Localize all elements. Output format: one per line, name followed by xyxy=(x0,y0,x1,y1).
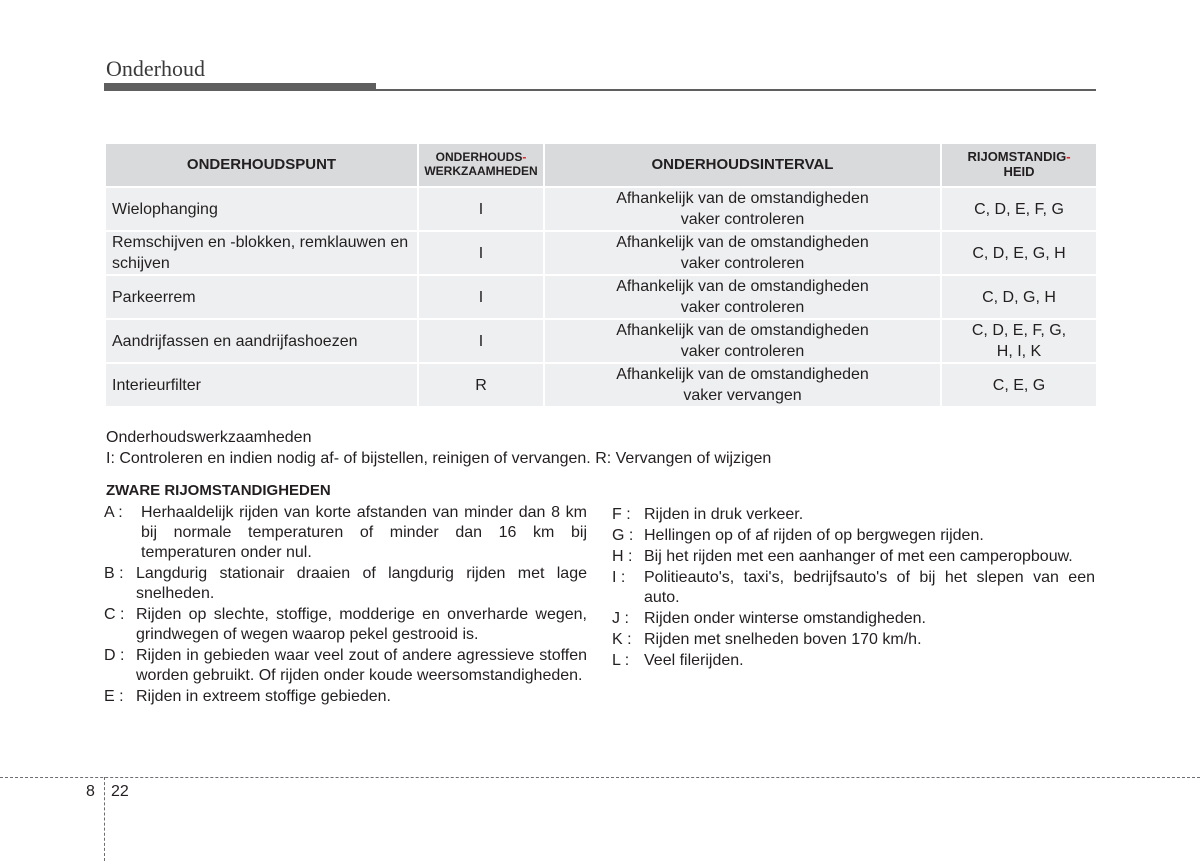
condition-letter: G : xyxy=(612,527,634,544)
header-conditions-line2: HEID xyxy=(1003,164,1035,179)
row-item: Wielophanging xyxy=(106,188,417,230)
row-interval-line1: Afhankelijk van de omstandigheden xyxy=(616,322,869,339)
header-item: ONDERHOUDSPUNT xyxy=(106,144,417,186)
header-work-line1: ONDERHOUDS xyxy=(435,150,523,165)
condition-letter: L : xyxy=(612,652,630,669)
header-work-line2: WERKZAAMHEDEN xyxy=(424,164,538,178)
condition-letter: F : xyxy=(612,506,631,523)
severe-conditions-left xyxy=(104,503,587,708)
row-interval-line2: vaker controleren xyxy=(680,255,805,272)
row-conditions: C, D, G, H xyxy=(942,276,1096,318)
row-item: Remschijven en -blokken, remklauwen en schijven xyxy=(106,232,417,274)
row-item: Interieurfilter xyxy=(106,364,417,406)
header-conditions xyxy=(942,144,1096,186)
row-interval-line1: Afhankelijk van de omstandigheden xyxy=(616,190,869,207)
row-interval-line2: vaker vervangen xyxy=(683,387,802,404)
condition-text: Herhaaldelijk rijden van korte afstanden van minder dan 8 km bij normale temperaturen of minder dan 16 km bij temperaturen onder nul. xyxy=(141,504,587,561)
condition-item xyxy=(104,503,587,563)
condition-item xyxy=(612,651,1095,671)
condition-item xyxy=(104,605,587,645)
condition-item xyxy=(612,505,1095,525)
condition-item xyxy=(612,568,1095,608)
row-interval xyxy=(545,276,940,318)
page-number: 22 xyxy=(111,783,129,800)
condition-text: Rijden op slechte, stoffige, modderige en onverharde wegen, grindwegen of wegen waarop pekel gestrooid is. xyxy=(136,606,587,643)
maintenance-legend xyxy=(106,427,771,469)
footer-divider xyxy=(0,777,1200,778)
header-interval: ONDERHOUDSINTERVAL xyxy=(545,144,940,186)
condition-text: Rijden in extreem stoffige gebieden. xyxy=(136,688,391,705)
header-work xyxy=(419,144,543,186)
table-header-row xyxy=(106,144,1096,186)
row-interval-line1: Afhankelijk van de omstandigheden xyxy=(616,278,869,295)
severe-conditions-right xyxy=(612,505,1095,672)
condition-letter: E : xyxy=(104,688,124,705)
condition-text: Veel filerijden. xyxy=(644,652,744,669)
condition-letter: H : xyxy=(612,548,633,565)
row-work: I xyxy=(419,232,543,274)
header-work-hyphen: - xyxy=(522,150,527,165)
condition-letter: B : xyxy=(104,565,124,582)
row-interval-line2: vaker controleren xyxy=(680,299,805,316)
row-interval-line1: Afhankelijk van de omstandigheden xyxy=(616,366,869,383)
row-interval xyxy=(545,364,940,406)
row-conditions: C, D, E, F, G xyxy=(942,188,1096,230)
row-work: R xyxy=(419,364,543,406)
table-row xyxy=(106,188,1096,230)
row-conditions: C, D, E, G, H xyxy=(942,232,1096,274)
legend-title: Onderhoudswerkzaamheden xyxy=(106,429,312,446)
row-interval xyxy=(545,232,940,274)
table-row xyxy=(106,320,1096,362)
condition-text: Rijden met snelheden boven 170 km/h. xyxy=(644,631,922,648)
condition-letter: D : xyxy=(104,647,125,664)
table-row xyxy=(106,364,1096,406)
chapter-number: 8 xyxy=(86,783,95,800)
header-rule-thin xyxy=(376,89,1096,91)
row-work: I xyxy=(419,320,543,362)
condition-text: Bij het rijden met een aanhanger of met een camperopbouw. xyxy=(644,548,1073,565)
row-work: I xyxy=(419,188,543,230)
condition-item xyxy=(612,526,1095,546)
condition-item xyxy=(612,547,1095,567)
row-conditions xyxy=(942,320,1096,362)
condition-text: Rijden in gebieden waar veel zout of andere agressieve stoffen worden gebruikt. Of rijden onder koude weersomstandigheden. xyxy=(136,647,587,684)
row-conditions-line1: C, D, E, F, G, xyxy=(971,322,1067,339)
condition-letter: K : xyxy=(612,631,632,648)
condition-item xyxy=(612,609,1095,629)
row-interval xyxy=(545,188,940,230)
header-conditions-line1: RIJOMSTANDIG xyxy=(967,149,1067,165)
condition-item xyxy=(612,630,1095,650)
condition-item xyxy=(104,687,587,707)
row-conditions: C, E, G xyxy=(942,364,1096,406)
header-rule-thick xyxy=(104,83,376,91)
condition-letter: I : xyxy=(612,569,626,586)
row-interval-line1: Afhankelijk van de omstandigheden xyxy=(616,234,869,251)
table-row xyxy=(106,232,1096,274)
row-interval xyxy=(545,320,940,362)
condition-item xyxy=(104,564,587,604)
condition-text: Rijden in druk verkeer. xyxy=(644,506,804,523)
section-title: Onderhoud xyxy=(106,56,205,81)
row-interval-line2: vaker controleren xyxy=(680,211,805,228)
row-interval-line2: vaker controleren xyxy=(680,343,805,360)
row-item: Parkeerrem xyxy=(106,276,417,318)
condition-text: Politieauto's, taxi's, bedrijfsauto's of bij het slepen van een auto. xyxy=(644,569,1095,606)
table-row xyxy=(106,276,1096,318)
condition-text: Langdurig stationair draaien of langdurig rijden met lage snelheden. xyxy=(136,565,587,602)
legend-text: I: Controleren en indien nodig af- of bijstellen, reinigen of vervangen. R: Vervangen of wijzigen xyxy=(106,450,772,467)
condition-text: Rijden onder winterse omstandigheden. xyxy=(644,610,926,627)
row-item: Aandrijfassen en aandrijfashoezen xyxy=(106,320,417,362)
condition-letter: J : xyxy=(612,610,629,627)
condition-letter: C : xyxy=(104,606,125,623)
row-work: I xyxy=(419,276,543,318)
condition-item xyxy=(104,646,587,686)
condition-letter: A : xyxy=(104,504,123,521)
condition-text: Hellingen op of af rijden of op bergwegen rijden. xyxy=(644,527,984,544)
maintenance-table xyxy=(104,142,1098,408)
severe-conditions-heading: ZWARE RIJOMSTANDIGHEDEN xyxy=(106,482,331,499)
footer-vertical-divider xyxy=(104,777,105,861)
header-conditions-hyphen: - xyxy=(1066,149,1071,165)
row-conditions-line2: H, I, K xyxy=(996,343,1042,360)
